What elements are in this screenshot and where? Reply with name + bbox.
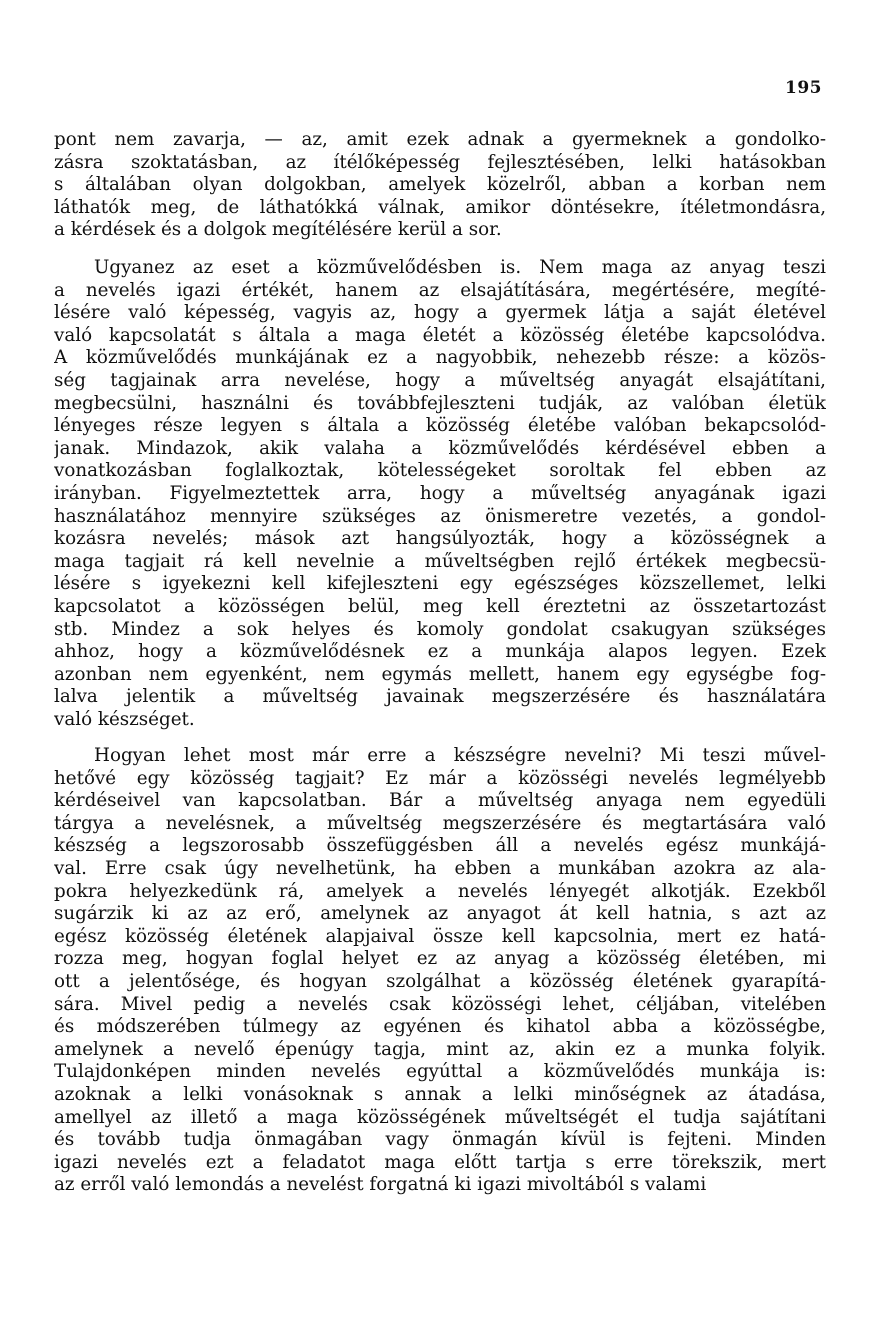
text-line: kérdéseivel van kapcsolatban. Bár a műveltség anyaga nem egyedüli [54, 790, 826, 812]
text-line: hetővé egy közösség tagjait? Ez már a közösségi nevelés legmélyebb [54, 767, 826, 789]
text-line: a nevelés igazi értékét, hanem az elsajátítására, megértésére, megíté- [54, 279, 826, 301]
text-line: ott a jelentősége, és hogyan szolgálhat a közösség életének gyarapítá- [54, 970, 826, 992]
text-line: való kapcsolatát s általa a maga életét a közösség életébe kapcsolódva. [54, 324, 826, 346]
text-line: a kérdések és a dolgok megítélésére kerül a sor. [54, 219, 502, 241]
text-line: és tovább tudja önmagában vagy önmagán kívül is fejteni. Minden [54, 1129, 826, 1151]
text-line: pokra helyezkedünk rá, amelyek a nevelés lényegét alkotják. Ezekből [54, 880, 826, 902]
text-line: láthatók meg, de láthatókká válnak, amikor döntésekre, ítéletmondásra, [54, 196, 826, 218]
text-line: ahhoz, hogy a közművelődésnek ez a munkája alapos legyen. Ezek [54, 641, 826, 663]
text-line: azonban nem egyenként, nem egymás mellett, hanem egy egységbe fog- [54, 663, 826, 685]
text-line: azoknak a lelki vonásoknak s annak a lelki minőségnek az átadása, [54, 1083, 826, 1105]
text-line: és módszerében túlmegy az egyénen és kihatol abba a közösségbe, [54, 1016, 826, 1038]
text-line: val. Erre csak úgy nevelhetünk, ha ebben a munkában azokra az ala- [54, 857, 826, 879]
paragraph-1 [54, 129, 826, 242]
text-line: maga tagjait rá kell nevelnie a műveltségben rejlő értékek megbecsü- [54, 550, 826, 572]
text-line: vonatkozásban foglalkoztak, kötelességeket soroltak fel ebben az [54, 460, 826, 482]
text-line: ség tagjainak arra nevelése, hogy a műveltség anyagát elsajátítani, [54, 369, 826, 391]
text-line: lényeges része legyen s általa a közösség életébe valóban bekapcsolód- [54, 415, 826, 437]
text-line: kapcsolatot a közösségen belül, meg kell éreztetni az összetartozást [54, 595, 826, 617]
paragraph-3 [54, 745, 826, 1197]
text-line: igazi nevelés ezt a feladatot maga előtt tartja s erre törekszik, mert [54, 1151, 826, 1173]
text-line: Tulajdonképen minden nevelés egyúttal a közművelődés munkája is: [54, 1061, 826, 1083]
text-line: való készséget. [54, 708, 195, 730]
text-line: amelynek a nevelő épenúgy tagja, mint az, akin ez a munka folyik. [54, 1038, 826, 1060]
text-line: irányban. Figyelmeztettek arra, hogy a műveltség anyagának igazi [54, 482, 826, 504]
text-line: Ugyanez az eset a közművelődésben is. Nem maga az anyag teszi [94, 257, 826, 278]
text-line: lésére s igyekezni kell kifejleszteni egy egészséges közszellemet, lelki [54, 573, 826, 595]
text-line: janak. Mindazok, akik valaha a közművelődés kérdésével ebben a [54, 437, 826, 459]
text-line: A közművelődés munkájának ez a nagyobbik, nehezebb része: a közös- [54, 347, 826, 369]
text-line: lalva jelentik a műveltség javainak megszerzésére és használatára [54, 686, 826, 708]
text-line: egész közösség életének alapjaival össze kell kapcsolnia, mert ez hatá- [54, 925, 826, 947]
text-line: stb. Mindez a sok helyes és komoly gondolat csakugyan szükséges [54, 618, 826, 640]
text-line: sára. Mivel pedig a nevelés csak közösségi lehet, céljában, vitelében [54, 993, 826, 1015]
text-line: készség a legszorosabb összefüggésben áll a nevelés egész munkájá- [54, 835, 826, 857]
text-line: rozza meg, hogyan foglal helyet ez az anyag a közösség életében, mi [54, 948, 826, 970]
text-line: megbecsülni, használni és továbbfejleszteni tudják, az valóban életük [54, 392, 826, 414]
text-line: lésére való képesség, vagyis az, hogy a gyermek látja a saját életével [54, 302, 826, 324]
text-line: tárgya a nevelésnek, a műveltség megszerzésére és megtartására való [54, 812, 826, 834]
page-number: 195 [785, 78, 822, 98]
text-line: amellyel az illető a maga közösségének műveltségét el tudja sajátítani [54, 1106, 826, 1128]
paragraph-2 [54, 257, 826, 731]
text-line: sugárzik ki az az erő, amelynek az anyagot át kell hatnia, s azt az [54, 903, 826, 925]
text-line: s általában olyan dolgokban, amelyek közelről, abban a korban nem [54, 174, 826, 196]
text-line: kozásra nevelés; mások azt hangsúlyozták, hogy a közösségnek a [54, 528, 826, 550]
text-line: használatához mennyire szükséges az önismeretre vezetés, a gondol- [54, 505, 826, 527]
text-line: pont nem zavarja, — az, amit ezek adnak a gyermeknek a gondolko- [54, 129, 826, 150]
text-line: az erről való lemondás a nevelést forgatná ki igazi mivoltából s valami [54, 1174, 707, 1196]
text-line: zásra szoktatásban, az ítélőképesség fejlesztésében, lelki hatásokban [54, 151, 826, 173]
text-line: Hogyan lehet most már erre a készségre nevelni? Mi teszi művel- [94, 745, 826, 766]
